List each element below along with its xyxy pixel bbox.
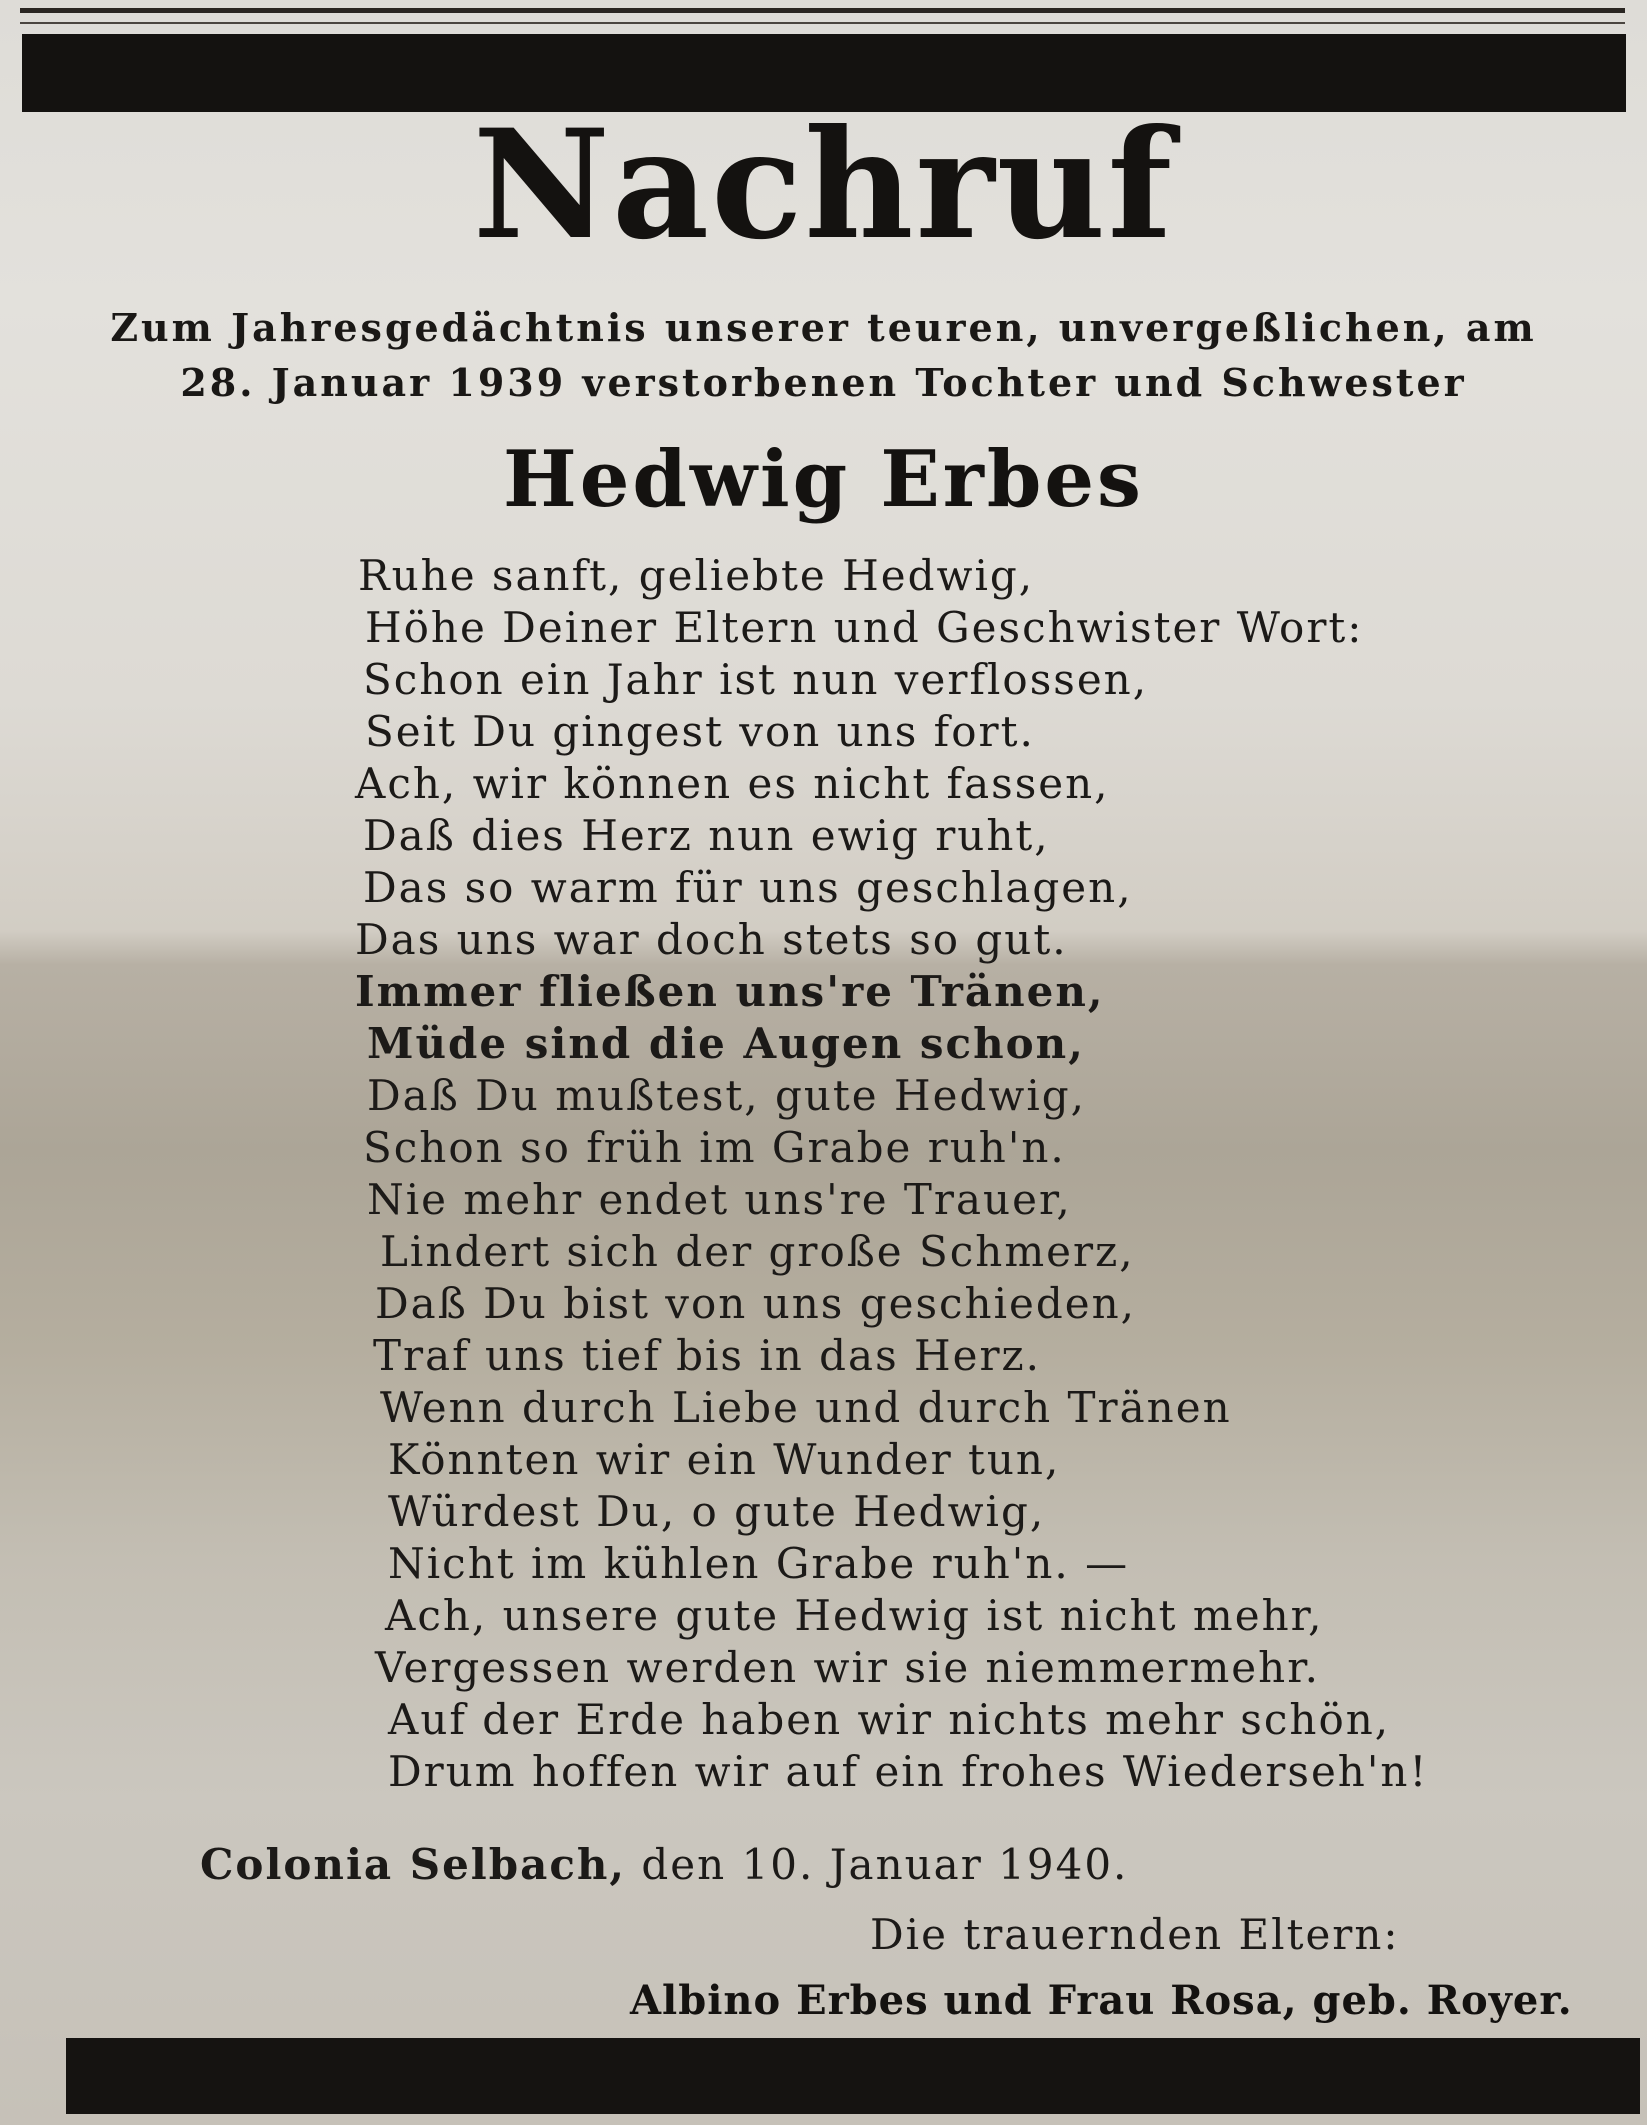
deceased-name: Hedwig Erbes [503,434,1144,525]
notice-title: Nachruf [472,97,1175,273]
poem-line: Daß Du mußtest, gute Hedwig, [367,1071,1086,1120]
poem-line: Müde sind die Augen schon, [367,1019,1085,1068]
poem-line: Höhe Deiner Eltern und Geschwister Wort: [365,603,1364,652]
poem-line: Das so warm für uns geschlagen, [363,863,1133,912]
poem-line: Das uns war doch stets so gut. [355,915,1068,964]
poem-line: Lindert sich der große Schmerz, [380,1227,1135,1276]
place-and-date [200,1835,1400,1895]
poem-line: Seit Du gingest von uns fort. [365,707,1035,756]
poem-line: Wenn durch Liebe und durch Tränen [380,1383,1232,1432]
top-hairline-rule [20,22,1625,24]
poem-line: Traf uns tief bis in das Herz. [373,1331,1042,1380]
poem-line: Schon so früh im Grabe ruh'n. [363,1123,1066,1172]
poem-line: Drum hoffen wir auf ein frohes Wiederseh'n! [388,1747,1429,1796]
poem-line: Vergessen werden wir sie niemmermehr. [375,1643,1321,1692]
mourners-label: Die trauernden Eltern: [870,1910,1400,1959]
poem-line: Nicht im kühlen Grabe ruh'n. — [388,1539,1130,1588]
memorial-poem [355,550,1535,1798]
poem-line: Daß dies Herz nun ewig ruht, [363,811,1050,860]
poem-line: Ach, unsere gute Hedwig ist nicht mehr, [385,1591,1324,1640]
notice-date: den 10. Januar 1940. [641,1840,1129,1889]
notice-subtitle [90,300,1557,410]
signatories: Albino Erbes und Frau Rosa, geb. Royer. [630,1977,1573,2024]
poem-line: Schon ein Jahr ist nun verflossen, [363,655,1149,704]
poem-line: Könnten wir ein Wunder tun, [388,1435,1061,1484]
poem-line: Daß Du bist von uns geschieden, [375,1279,1137,1328]
subtitle-line-2: 28. Januar 1939 verstorbenen Tochter und Schwester [180,360,1467,405]
poem-line: Nie mehr endet uns're Trauer, [367,1175,1072,1224]
place-name: Colonia Selbach, [200,1840,627,1889]
poem-line: Ruhe sanft, geliebte Hedwig, [358,551,1035,600]
bottom-mourning-bar [66,2038,1640,2114]
poem-line: Auf der Erde haben wir nichts mehr schön, [388,1695,1391,1744]
poem-line: Ach, wir können es nicht fassen, [355,759,1110,808]
subtitle-line-1: Zum Jahresgedächtnis unserer teuren, unvergeßlichen, am [110,305,1537,350]
poem-line: Immer fließen uns're Tränen, [355,967,1105,1016]
poem-line: Würdest Du, o gute Hedwig, [388,1487,1046,1536]
top-thin-rule [20,8,1625,13]
